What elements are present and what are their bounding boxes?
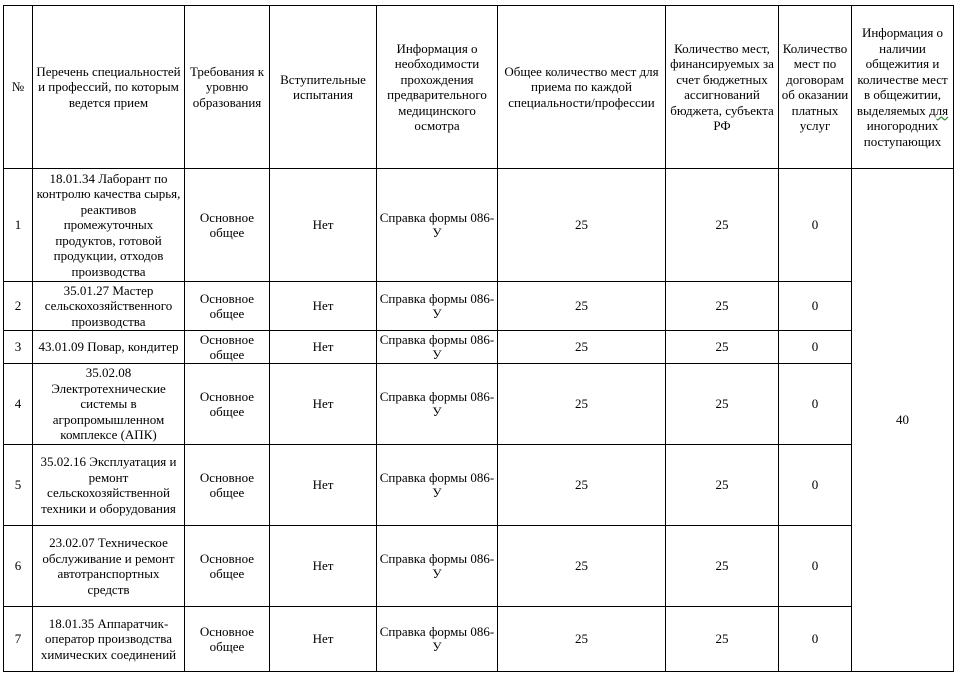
dormitory-places: 40 — [852, 169, 954, 672]
header-dormitory-tail: иногородних поступающих — [863, 118, 942, 149]
row-specialty: 35.02.08 Электротехнические системы в агропромышленном комплексе (АПК) — [33, 364, 185, 445]
admission-table — [3, 5, 954, 672]
table-row — [4, 607, 954, 672]
row-paid-places: 0 — [779, 169, 852, 282]
table-row — [4, 169, 954, 282]
header-dormitory — [852, 6, 954, 169]
row-paid-places: 0 — [779, 607, 852, 672]
row-exams: Нет — [270, 331, 377, 364]
row-specialty: 18.01.34 Лаборант по контролю качества сырья, реактивов промежуточных продуктов, готовой продукции, отходов производства — [33, 169, 185, 282]
row-medical: Справка формы 086-У — [377, 445, 498, 526]
row-education: Основное общее — [185, 364, 270, 445]
row-exams: Нет — [270, 282, 377, 331]
row-specialty: 23.02.07 Техническое обслуживание и ремонт автотранспортных средств — [33, 526, 185, 607]
header-paid-places: Количество мест по договорам об оказании платных услуг — [779, 6, 852, 169]
row-medical: Справка формы 086-У — [377, 282, 498, 331]
row-education: Основное общее — [185, 607, 270, 672]
row-medical: Справка формы 086-У — [377, 169, 498, 282]
row-budget-places: 25 — [666, 169, 779, 282]
row-education: Основное общее — [185, 169, 270, 282]
row-exams: Нет — [270, 169, 377, 282]
row-education: Основное общее — [185, 526, 270, 607]
header-specialty: Перечень специальностей и профессий, по которым ведется прием — [33, 6, 185, 169]
row-number: 1 — [4, 169, 33, 282]
row-budget-places: 25 — [666, 331, 779, 364]
row-number: 5 — [4, 445, 33, 526]
header-education: Требования к уровню образования — [185, 6, 270, 169]
row-paid-places: 0 — [779, 445, 852, 526]
header-row — [4, 6, 954, 169]
row-budget-places: 25 — [666, 526, 779, 607]
header-num: № — [4, 6, 33, 169]
row-medical: Справка формы 086-У — [377, 364, 498, 445]
row-specialty: 35.02.16 Эксплуатация и ремонт сельскохозяйственной техники и оборудования — [33, 445, 185, 526]
table-row — [4, 282, 954, 331]
row-total-places: 25 — [498, 331, 666, 364]
row-total-places: 25 — [498, 445, 666, 526]
row-total-places: 25 — [498, 526, 666, 607]
row-budget-places: 25 — [666, 364, 779, 445]
header-exams: Вступительные испытания — [270, 6, 377, 169]
row-total-places: 25 — [498, 282, 666, 331]
header-medical: Информация о необходимости прохождения предварительного медицинского осмотра — [377, 6, 498, 169]
header-total-places: Общее количество мест для приема по каждой специальности/профессии — [498, 6, 666, 169]
row-exams: Нет — [270, 364, 377, 445]
row-number: 2 — [4, 282, 33, 331]
row-paid-places: 0 — [779, 331, 852, 364]
row-specialty: 43.01.09 Повар, кондитер — [33, 331, 185, 364]
row-medical: Справка формы 086-У — [377, 607, 498, 672]
table-row — [4, 364, 954, 445]
row-education: Основное общее — [185, 445, 270, 526]
header-dormitory-underlined: для — [929, 102, 949, 118]
row-medical: Справка формы 086-У — [377, 526, 498, 607]
header-budget-places: Количество мест, финансируемых за счет бюджетных ассигнований бюджета, субъекта РФ — [666, 6, 779, 169]
row-number: 6 — [4, 526, 33, 607]
row-total-places: 25 — [498, 169, 666, 282]
table-row — [4, 331, 954, 364]
row-specialty: 35.01.27 Мастер сельскохозяйственного производства — [33, 282, 185, 331]
row-specialty: 18.01.35 Аппаратчик-оператор производства химических соединений — [33, 607, 185, 672]
row-education: Основное общее — [185, 331, 270, 364]
row-total-places: 25 — [498, 607, 666, 672]
row-budget-places: 25 — [666, 282, 779, 331]
row-medical: Справка формы 086-У — [377, 331, 498, 364]
header-dormitory-text: Информация о наличии общежития и количестве мест в общежитии, выделяемых — [856, 25, 948, 118]
row-total-places: 25 — [498, 364, 666, 445]
row-exams: Нет — [270, 445, 377, 526]
row-paid-places: 0 — [779, 282, 852, 331]
table-row — [4, 526, 954, 607]
table-row — [4, 445, 954, 526]
row-paid-places: 0 — [779, 526, 852, 607]
row-exams: Нет — [270, 607, 377, 672]
row-budget-places: 25 — [666, 445, 779, 526]
row-number: 7 — [4, 607, 33, 672]
row-number: 4 — [4, 364, 33, 445]
row-education: Основное общее — [185, 282, 270, 331]
row-number: 3 — [4, 331, 33, 364]
row-budget-places: 25 — [666, 607, 779, 672]
row-paid-places: 0 — [779, 364, 852, 445]
row-exams: Нет — [270, 526, 377, 607]
